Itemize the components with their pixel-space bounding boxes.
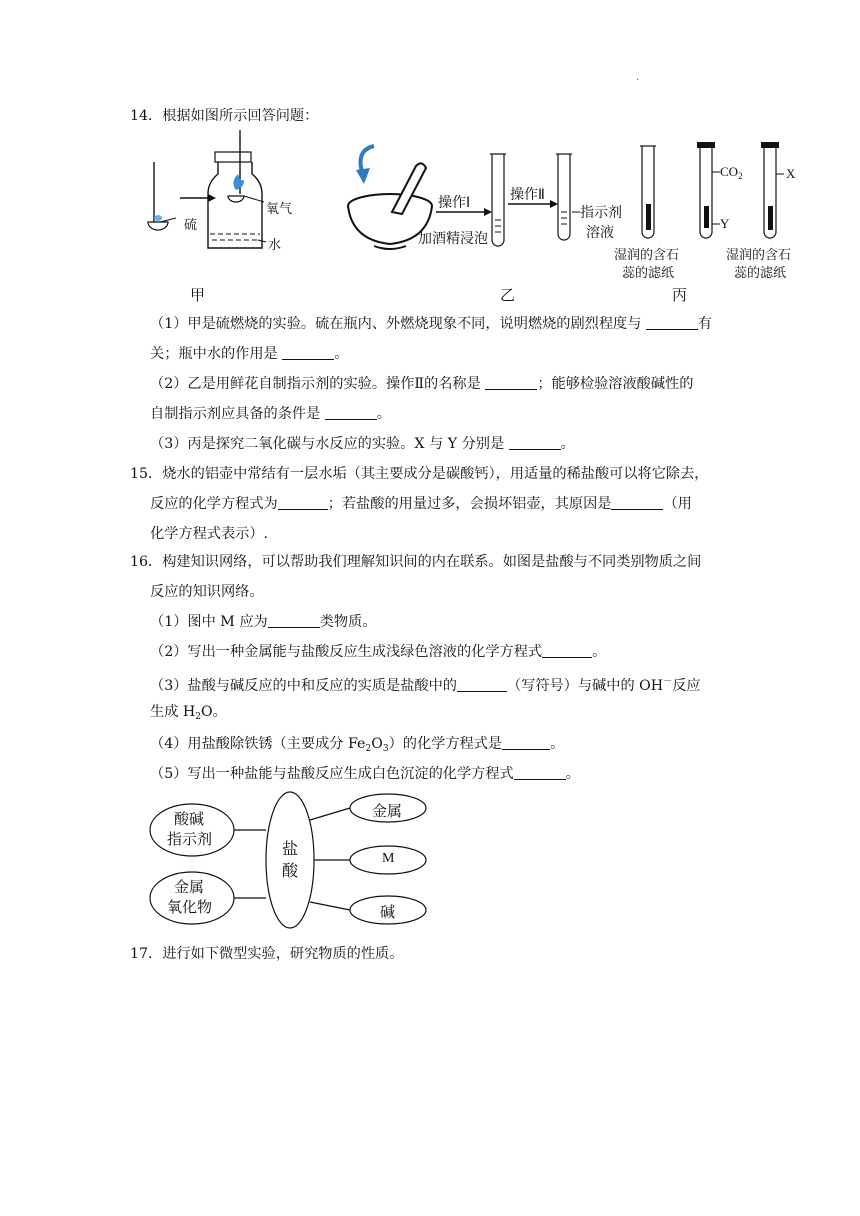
q17-line1: 17．进行如下微型实验，研究物质的性质。 (130, 946, 404, 962)
sulfur-label: 硫 (184, 218, 198, 233)
q14-part2-line1: （2）乙是用鲜花自制指示剂的实验。操作Ⅱ的名称是 ；能够检验溶液酸碱性的 (150, 376, 694, 392)
water-label: 水 (268, 238, 282, 253)
caption-yi: 乙 (500, 286, 516, 304)
paper1-line2: 蕊的滤纸 (622, 266, 675, 281)
node-metal-oxide-line1: 金属 (174, 878, 205, 896)
q16-part4: （4）用盐酸除铁锈（主要成分 $Fe_2O_3$）的化学方程式是 。 (150, 736, 565, 754)
q15-line3: 化学方程式表示）. (150, 526, 269, 542)
page-mark: . (636, 72, 640, 83)
paper1-line1: 湿润的含石 (614, 248, 680, 263)
q14-part1-line1: （1）甲是硫燃烧的实验。硫在瓶内、外燃烧现象不同，说明燃烧的剧烈程度与 有 (150, 316, 713, 332)
soak-label: 加酒精浸泡 (418, 231, 488, 247)
answer-blank[interactable] (514, 765, 566, 780)
answer-blank[interactable] (282, 345, 334, 360)
oxygen-label: 氧气 (266, 202, 293, 217)
answer-blank[interactable] (457, 677, 507, 692)
node-acid-line1: 盐 (282, 839, 299, 858)
q14-part3: （3）丙是探究二氧化碳与水反应的实验。X 与 Y 分别是 。 (150, 436, 575, 452)
node-base: 碱 (380, 903, 396, 921)
figure-bing (630, 136, 800, 246)
q14-part2-line2: 自制指示剂应具备的条件是 。 (150, 406, 391, 422)
q16-part2: （2）写出一种金属能与盐酸反应生成浅绿色溶液的化学方程式 。 (150, 644, 607, 660)
q15-line1: 15．烧水的铝壶中常结有一层水垢（其主要成分是碳酸钙），用适量的稀盐酸可以将它除去， (130, 466, 709, 482)
q14-part1-line2: 关；瓶中水的作用是 。 (150, 346, 349, 362)
node-metal: 金属 (372, 802, 403, 820)
q16-part5: （5）写出一种盐能与盐酸反应生成白色沉淀的化学方程式 。 (150, 766, 580, 782)
answer-blank[interactable] (485, 375, 537, 390)
node-metal-oxide-line2: 氧化物 (167, 898, 213, 916)
q16-line1: 16．构建知识网络，可以帮助我们理解知识间的内在联系。如图是盐酸与不同类别物质之间 (130, 554, 702, 570)
q16-part3-line1: （3）盐酸与碱反应的中和反应的实质是盐酸中的 （写符号）与碱中的 OH－反应 (150, 677, 701, 694)
node-m: M (382, 851, 395, 866)
q15-line2: 反应的化学方程式为 ；若盐酸的用量过多，会损坏铝壶，其原因是 （用 (150, 496, 692, 512)
answer-blank[interactable] (509, 435, 561, 450)
co2-label: $CO_2$ (720, 164, 743, 181)
paper2-line1: 湿润的含石 (726, 248, 792, 263)
node-acid-line2: 酸 (282, 861, 299, 880)
answer-blank[interactable] (646, 315, 698, 330)
answer-blank[interactable] (278, 495, 328, 510)
answer-blank[interactable] (502, 735, 550, 750)
answer-blank[interactable] (542, 643, 592, 658)
op1-label: 操作Ⅰ (438, 195, 471, 211)
node-indicator-line1: 酸碱 (174, 810, 205, 828)
x-label: X (786, 166, 796, 181)
node-indicator-line2: 指示剂 (167, 830, 213, 848)
answer-blank[interactable] (268, 613, 320, 628)
q16-part3-line2: 生成 $H_2O$。 (150, 704, 227, 722)
y-label: Y (720, 216, 730, 231)
q16-line2: 反应的知识网络。 (150, 584, 264, 600)
q14-title: 14．根据如图所示回答问题： (130, 108, 319, 124)
answer-blank[interactable] (611, 495, 663, 510)
q16-part1: （1）图中 M 应为 类物质。 (150, 614, 377, 630)
paper2-line2: 蕊的滤纸 (734, 266, 787, 281)
caption-bing: 丙 (672, 286, 688, 304)
op2-label: 操作Ⅱ (510, 187, 545, 203)
solution-label: 溶液 (586, 225, 614, 241)
indicator-label: 指示剂 (580, 205, 622, 221)
caption-jia: 甲 (190, 286, 206, 304)
answer-blank[interactable] (325, 405, 377, 420)
